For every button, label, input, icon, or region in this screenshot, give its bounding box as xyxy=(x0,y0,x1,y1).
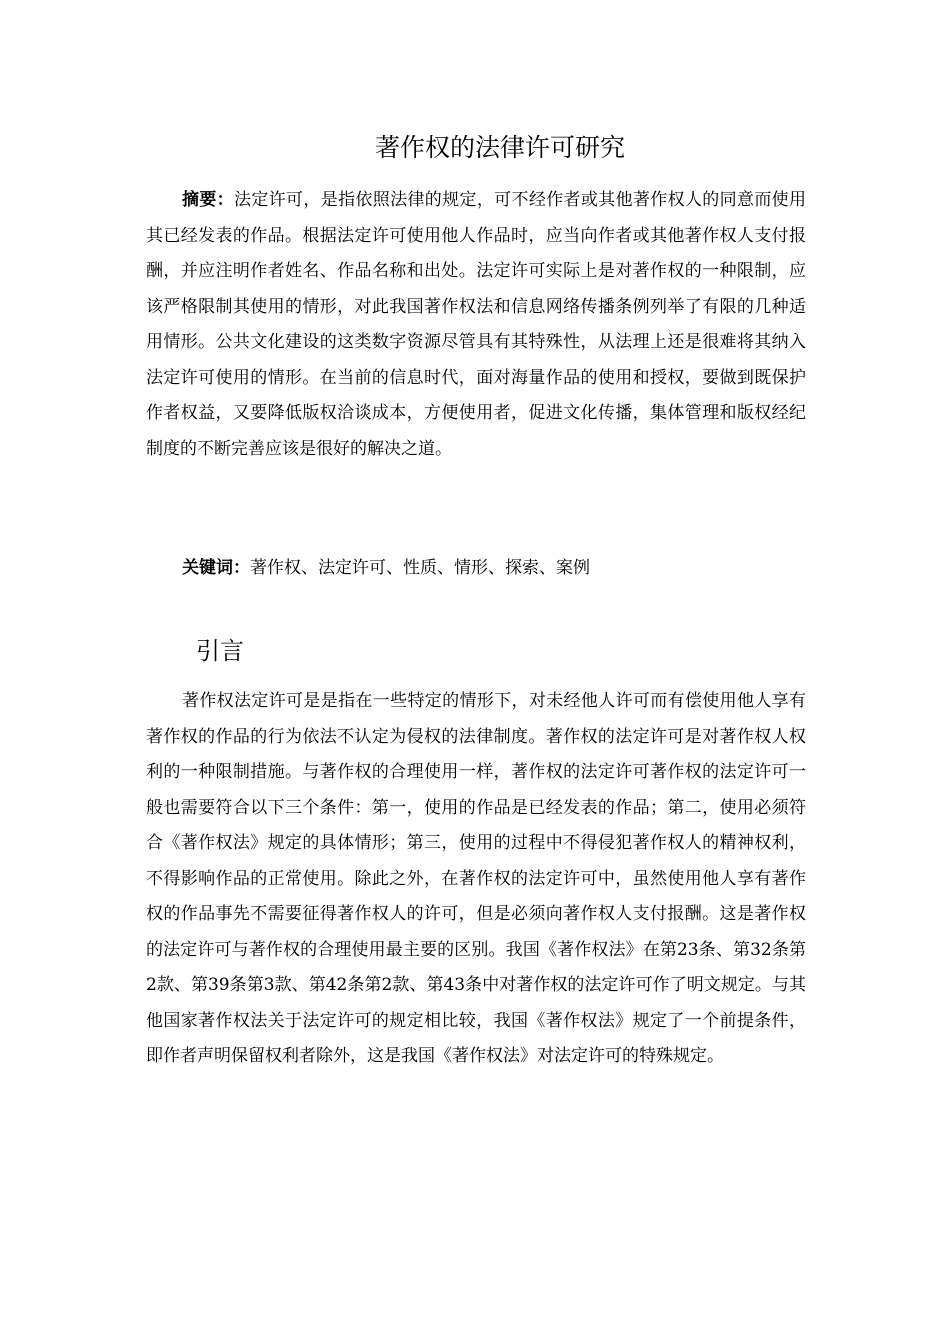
abstract-text: 法定许可，是指依照法律的规定，可不经作者或其他著作权人的同意而使用其已经发表的作品。根据法定许可使用他人作品时，应当向作者或其他著作权人支付报酬，并应注明作者姓名、作品名称和出处。法定许可实际上是对著作权的一种限制，应该严格限制其使用的情形，对此我国著作权法和信息网络传播条例列举了有限的几种适用情形。公共文化建设的这类数字资源尽管具有其特殊性，从法理上还是很难将其纳入法定许可使用的情形。在当前的信息时代，面对海量作品的使用和授权，要做到既保护作者权益，又要降低版权洽谈成本，方便使用者，促进文化传播，集体管理和版权经纪制度的不断完善应该是很好的解决之道。 xyxy=(146,190,807,459)
introduction-paragraph: 著作权法定许可是是指在一些特定的情形下，对未经他人许可而有偿使用他人享有著作权的作品的行为依法不认定为侵权的法律制度。著作权的法定许可是对著作权人权利的一种限制措施。与著作权的合理使用一样，著作权的法定许可著作权的法定许可一般也需要符合以下三个条件：第一，使用的作品是已经发表的作品；第二，使用必须符合《著作权法》规定的具体情形；第三，使用的过程中不得侵犯著作权人的精神权利，不得影响作品的正常使用。除此之外，在著作权的法定许可中，虽然使用他人享有著作权的作品事先不需要征得著作权人的许可，但是必须向著作权人支付报酬。这是著作权的法定许可与著作权的合理使用最主要的区别。我国《著作权法》在第23条、第32条第2款、第39条第3款、第42条第2款、第43条中对著作权的法定许可作了明文规定。与其他国家著作权法关于法定许可的规定相比较，我国《著作权法》规定了一个前提条件，即作者声明保留权利者除外，这是我国《著作权法》对法定许可的特殊规定。 xyxy=(146,691,806,1066)
document-title: 著作权的法律许可研究 xyxy=(374,133,625,162)
introduction-heading: 引言 xyxy=(196,637,244,665)
keywords-text: 著作权、法定许可、性质、情形、探索、案例 xyxy=(250,558,590,578)
abstract-label: 摘要： xyxy=(182,190,235,210)
abstract-paragraph xyxy=(146,183,806,467)
keywords-label: 关键词： xyxy=(182,558,250,578)
keywords-line xyxy=(182,551,590,585)
